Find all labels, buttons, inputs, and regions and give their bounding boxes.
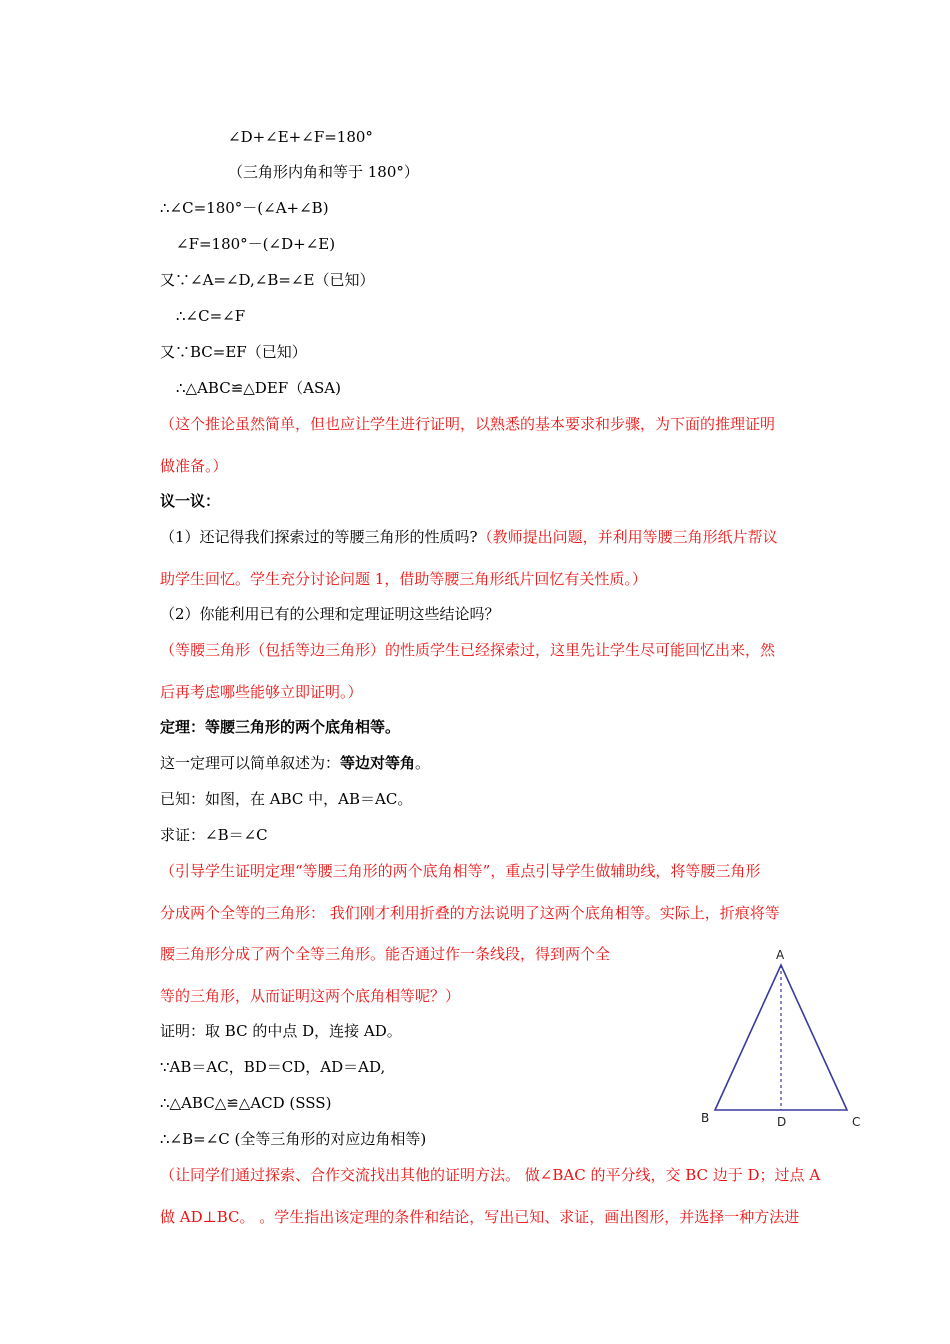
theorem-summary: 这一定理可以简单叙述为：等边对等角。	[160, 754, 431, 772]
teacher-note: 做准备。）	[160, 457, 228, 475]
teacher-note: 分成两个全等的三角形： 我们刚才利用折叠的方法说明了这两个底角相等。实际上，折痕将等	[160, 904, 780, 922]
point-label-d: D	[777, 1115, 787, 1129]
teacher-note: 等的三角形，从而证明这两个底角相等呢？）	[160, 987, 461, 1005]
vertex-label-c: C	[852, 1115, 861, 1129]
equation-line: ∠F=180°－(∠D+∠E)	[176, 235, 336, 253]
teacher-note: （等腰三角形（包括等边三角形）的性质学生已经探索过，这里先让学生尽可能回忆出来，然	[160, 641, 776, 659]
equation-line: ∴△ABC≌△DEF（ASA)	[176, 379, 341, 397]
teacher-note: （教师提出问题，并利用等腰三角形纸片帮议	[477, 528, 778, 546]
teacher-note: （让同学们通过探索、合作交流找出其他的证明方法。 做∠BAC 的平分线，交 BC 边于 D；过点 A	[160, 1166, 821, 1184]
prove-line: 求证：∠B＝∠C	[160, 826, 268, 844]
equation-line: ∠D+∠E+∠F=180°	[228, 128, 373, 146]
proof-line: ∵AB＝AC，BD＝CD，AD＝AD,	[160, 1058, 386, 1076]
equation-line: 又∵BC=EF（已知）	[160, 343, 307, 361]
reason-line: （三角形内角和等于 180°）	[228, 163, 419, 181]
equation-line: ∴∠C=∠F	[176, 307, 246, 325]
teacher-note: （这个推论虽然简单，但也应让学生进行证明，以熟悉的基本要求和步骤，为下面的推理证明	[160, 415, 776, 433]
teacher-note: 后再考虑哪些能够立即证明。）	[160, 683, 363, 701]
given-line: 已知：如图，在 ABC 中，AB＝AC。	[160, 790, 413, 808]
vertex-label-b: B	[701, 1111, 710, 1125]
question-text: （1）还记得我们探索过的等腰三角形的性质吗?	[160, 528, 478, 546]
teacher-note: 腰三角形分成了两个全等三角形。能否通过作一条线段，得到两个全	[160, 945, 611, 963]
proof-line: ∴△ABC△≌△ACD (SSS)	[160, 1094, 332, 1112]
theorem-heading: 定理：等腰三角形的两个底角相等。	[160, 718, 401, 736]
teacher-note: （引导学生证明定理“等腰三角形的两个底角相等”，重点引导学生做辅助线，将等腰三角形	[160, 862, 761, 880]
proof-line: ∴∠B=∠C (全等三角形的对应边角相等)	[160, 1130, 427, 1148]
section-heading: 议一议：	[160, 492, 221, 510]
equation-line: 又∵∠A=∠D,∠B=∠E（已知）	[160, 271, 375, 289]
isosceles-triangle-figure	[690, 940, 870, 1140]
teacher-note: 助学生回忆。学生充分讨论问题 1，借助等腰三角形纸片回忆有关性质。）	[160, 570, 647, 588]
vertex-label-a: A	[776, 948, 785, 962]
proof-line: 证明：取 BC 的中点 D，连接 AD。	[160, 1022, 402, 1040]
equation-line: ∴∠C=180°－(∠A+∠B)	[160, 199, 329, 217]
teacher-note: 做 AD⊥BC。 。学生指出该定理的条件和结论，写出已知、求证，画出图形，并选择一种方法进	[160, 1208, 800, 1226]
question-line	[160, 527, 778, 547]
question-line: （2）你能利用已有的公理和定理证明这些结论吗？	[160, 605, 500, 623]
theorem-keyword: 等边对等角	[340, 754, 416, 772]
